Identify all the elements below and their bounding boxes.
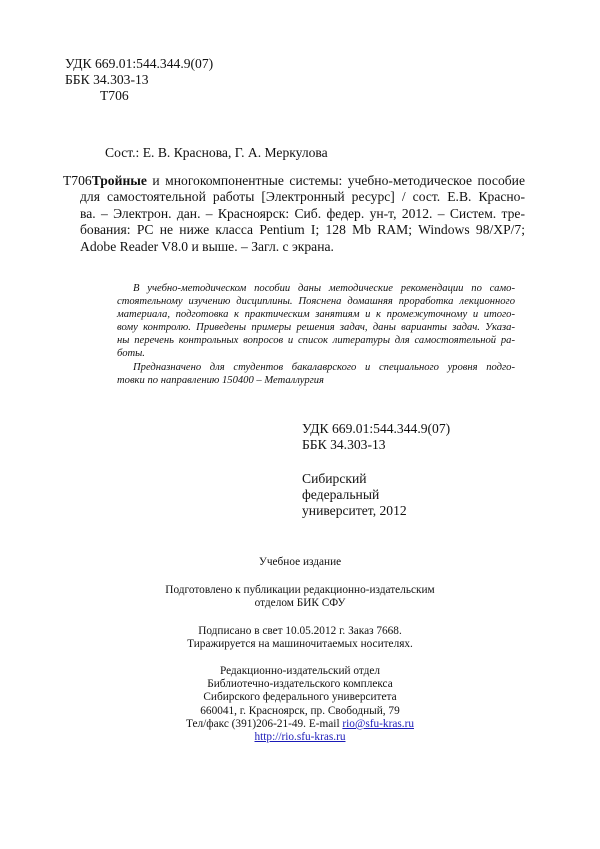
- header-udk: УДК 669.01:544.344.9(07): [65, 56, 214, 71]
- biblio-code: Т706: [63, 173, 92, 188]
- publisher-line: Сибирский: [302, 470, 367, 486]
- phone-text: Тел/факс (391)206-21-49. E-mail: [186, 717, 343, 730]
- website-link[interactable]: http://rio.sfu-kras.ru: [254, 731, 346, 744]
- publisher-line: университет, 2012: [302, 503, 407, 519]
- biblio-line-3: ва. – Электрон. дан. – Красноярск: Сиб. федер. ун-т, 2012. – Систем. тре-: [80, 205, 525, 221]
- biblio-line-1: [63, 173, 525, 189]
- annotation-line: материала, подготовка к практическим занятиям и к промежуточному и итого-: [117, 309, 515, 321]
- compilers-line: Сост.: Е. В. Краснова, Г. А. Меркулова: [105, 145, 328, 160]
- publisher-line: федеральный: [302, 486, 380, 502]
- email-link[interactable]: rio@sfu-kras.ru: [342, 717, 414, 730]
- classification-udk: УДК 669.01:544.344.9(07): [302, 421, 451, 436]
- classification-bbk: ББК 34.303-13: [302, 437, 386, 453]
- edition-type: Учебное издание: [258, 556, 342, 568]
- signed-block: [100, 625, 500, 651]
- publisher-dept-block: [100, 665, 500, 744]
- annotation-line: стоятельному изучению дисциплины. Пояснена домашняя проработка лекционного: [117, 296, 515, 308]
- annotation-line: вому контролю. Приведены примеры решения задач, даны варианты задач. Указа-: [117, 322, 515, 334]
- biblio-line-4: бования: PC не ниже класса Pentium I; 128 Mb RAM; Windows 98/XP/7;: [80, 222, 525, 238]
- annotation-line: боты.: [117, 348, 145, 360]
- spacer: [302, 454, 450, 471]
- annotation-purpose-line: товки по направлению 150400 – Металлургия: [117, 374, 324, 386]
- biblio-line-5: Adobe Reader V8.0 и выше. – Загл. с экрана.: [80, 238, 334, 254]
- annotation-line: В учебно-методическом пособии даны методические рекомендации по само-: [133, 283, 515, 294]
- signed-line: Подписано в свет 10.05.2012 г. Заказ 7668.: [198, 625, 402, 637]
- contact-line: [100, 718, 500, 731]
- biblio-title: Тройные: [91, 173, 147, 188]
- header-classification: [65, 56, 213, 104]
- annotation: [117, 282, 515, 387]
- bibliographic-description: [63, 173, 525, 255]
- classification-block: [302, 421, 450, 519]
- annotation-purpose-line: Предназначено для студентов бакалаврского и специального уровня подго-: [133, 361, 515, 373]
- biblio-title-rest: и многокомпонентные системы: учебно-методическое пособие: [146, 173, 525, 188]
- prepared-line: Подготовлено к публикации редакционно-издательским: [165, 584, 435, 596]
- dept-line: Сибирского федерального университета: [203, 691, 397, 704]
- address-line: 660041, г. Красноярск, пр. Свободный, 79: [200, 704, 400, 717]
- header-bbk: ББК 34.303-13: [65, 72, 149, 87]
- prepared-line: отделом БИК СФУ: [254, 597, 346, 610]
- website-line: [100, 731, 500, 744]
- copies-line: Тиражируется на машиночитаемых носителях.: [187, 638, 413, 651]
- header-author-code: Т706: [100, 88, 129, 103]
- dept-line: Редакционно-издательский отдел: [219, 665, 381, 677]
- annotation-line: ны перечень контрольных вопросов и список литературы для самостоятельной ра-: [117, 335, 515, 347]
- dept-line: Библиотечно-издательского комплекса: [207, 678, 393, 691]
- biblio-line-2: для самостоятельной работы [Электронный ресурс] / сост. Е.В. Красно-: [80, 189, 525, 205]
- prepared-block: [100, 584, 500, 610]
